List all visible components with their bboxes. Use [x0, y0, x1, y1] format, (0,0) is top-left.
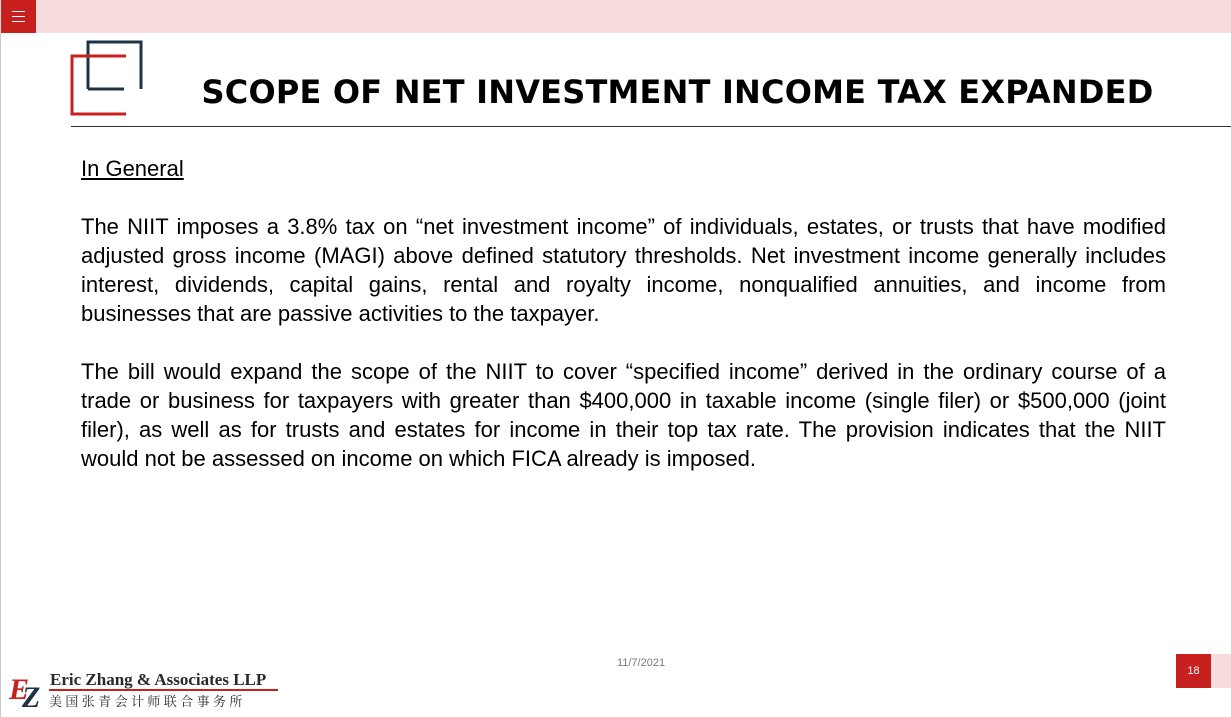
left-border: [0, 33, 1, 717]
firm-name-chinese: 美国张青会计师联合事务所: [49, 695, 246, 710]
svg-text:Z: Z: [22, 681, 41, 709]
slide-body: [81, 154, 1166, 502]
slide-title: SCOPE OF NET INVESTMENT INCOME TAX EXPANDED: [201, 73, 1154, 111]
slide-date: 11/7/2021: [616, 657, 666, 669]
top-bar: [0, 0, 1231, 33]
title-divider: [71, 126, 1231, 127]
paragraph-bill-expansion: The bill would expand the scope of the NIIT to cover “specified income” derived in the ordinary course of a trade or business for taxpayers with greater than $400,000 in taxable income (single filer) or $500,000 (joint filer), as well as for trusts and estates for income in their top tax rate. The provision indicates that the NIIT would not be assessed on income on which FICA already is imposed.: [81, 359, 1166, 471]
section-heading: In General: [81, 156, 184, 181]
svg-text:E: E: [9, 673, 30, 706]
ez-logo-icon: [8, 669, 48, 709]
firm-name: Eric Zhang & Associates LLP: [50, 670, 267, 689]
hamburger-menu-icon: [12, 11, 25, 22]
paragraph-niit-overview: The NIIT imposes a 3.8% tax on “net investment income” of individuals, estates, or trusts that have modified adjusted gross income (MAGI) above defined statutory thresholds. Net investment income generally includes interest, dividends, capital gains, rental and royalty income, nonqualified annuities, and income from businesses that are passive activities to the taxpayer.: [81, 214, 1166, 326]
page-number-tab: [1211, 654, 1231, 688]
page-number-badge: 18: [1176, 654, 1211, 688]
menu-button[interactable]: [1, 0, 36, 33]
corner-bracket-logo-icon: [70, 40, 145, 118]
